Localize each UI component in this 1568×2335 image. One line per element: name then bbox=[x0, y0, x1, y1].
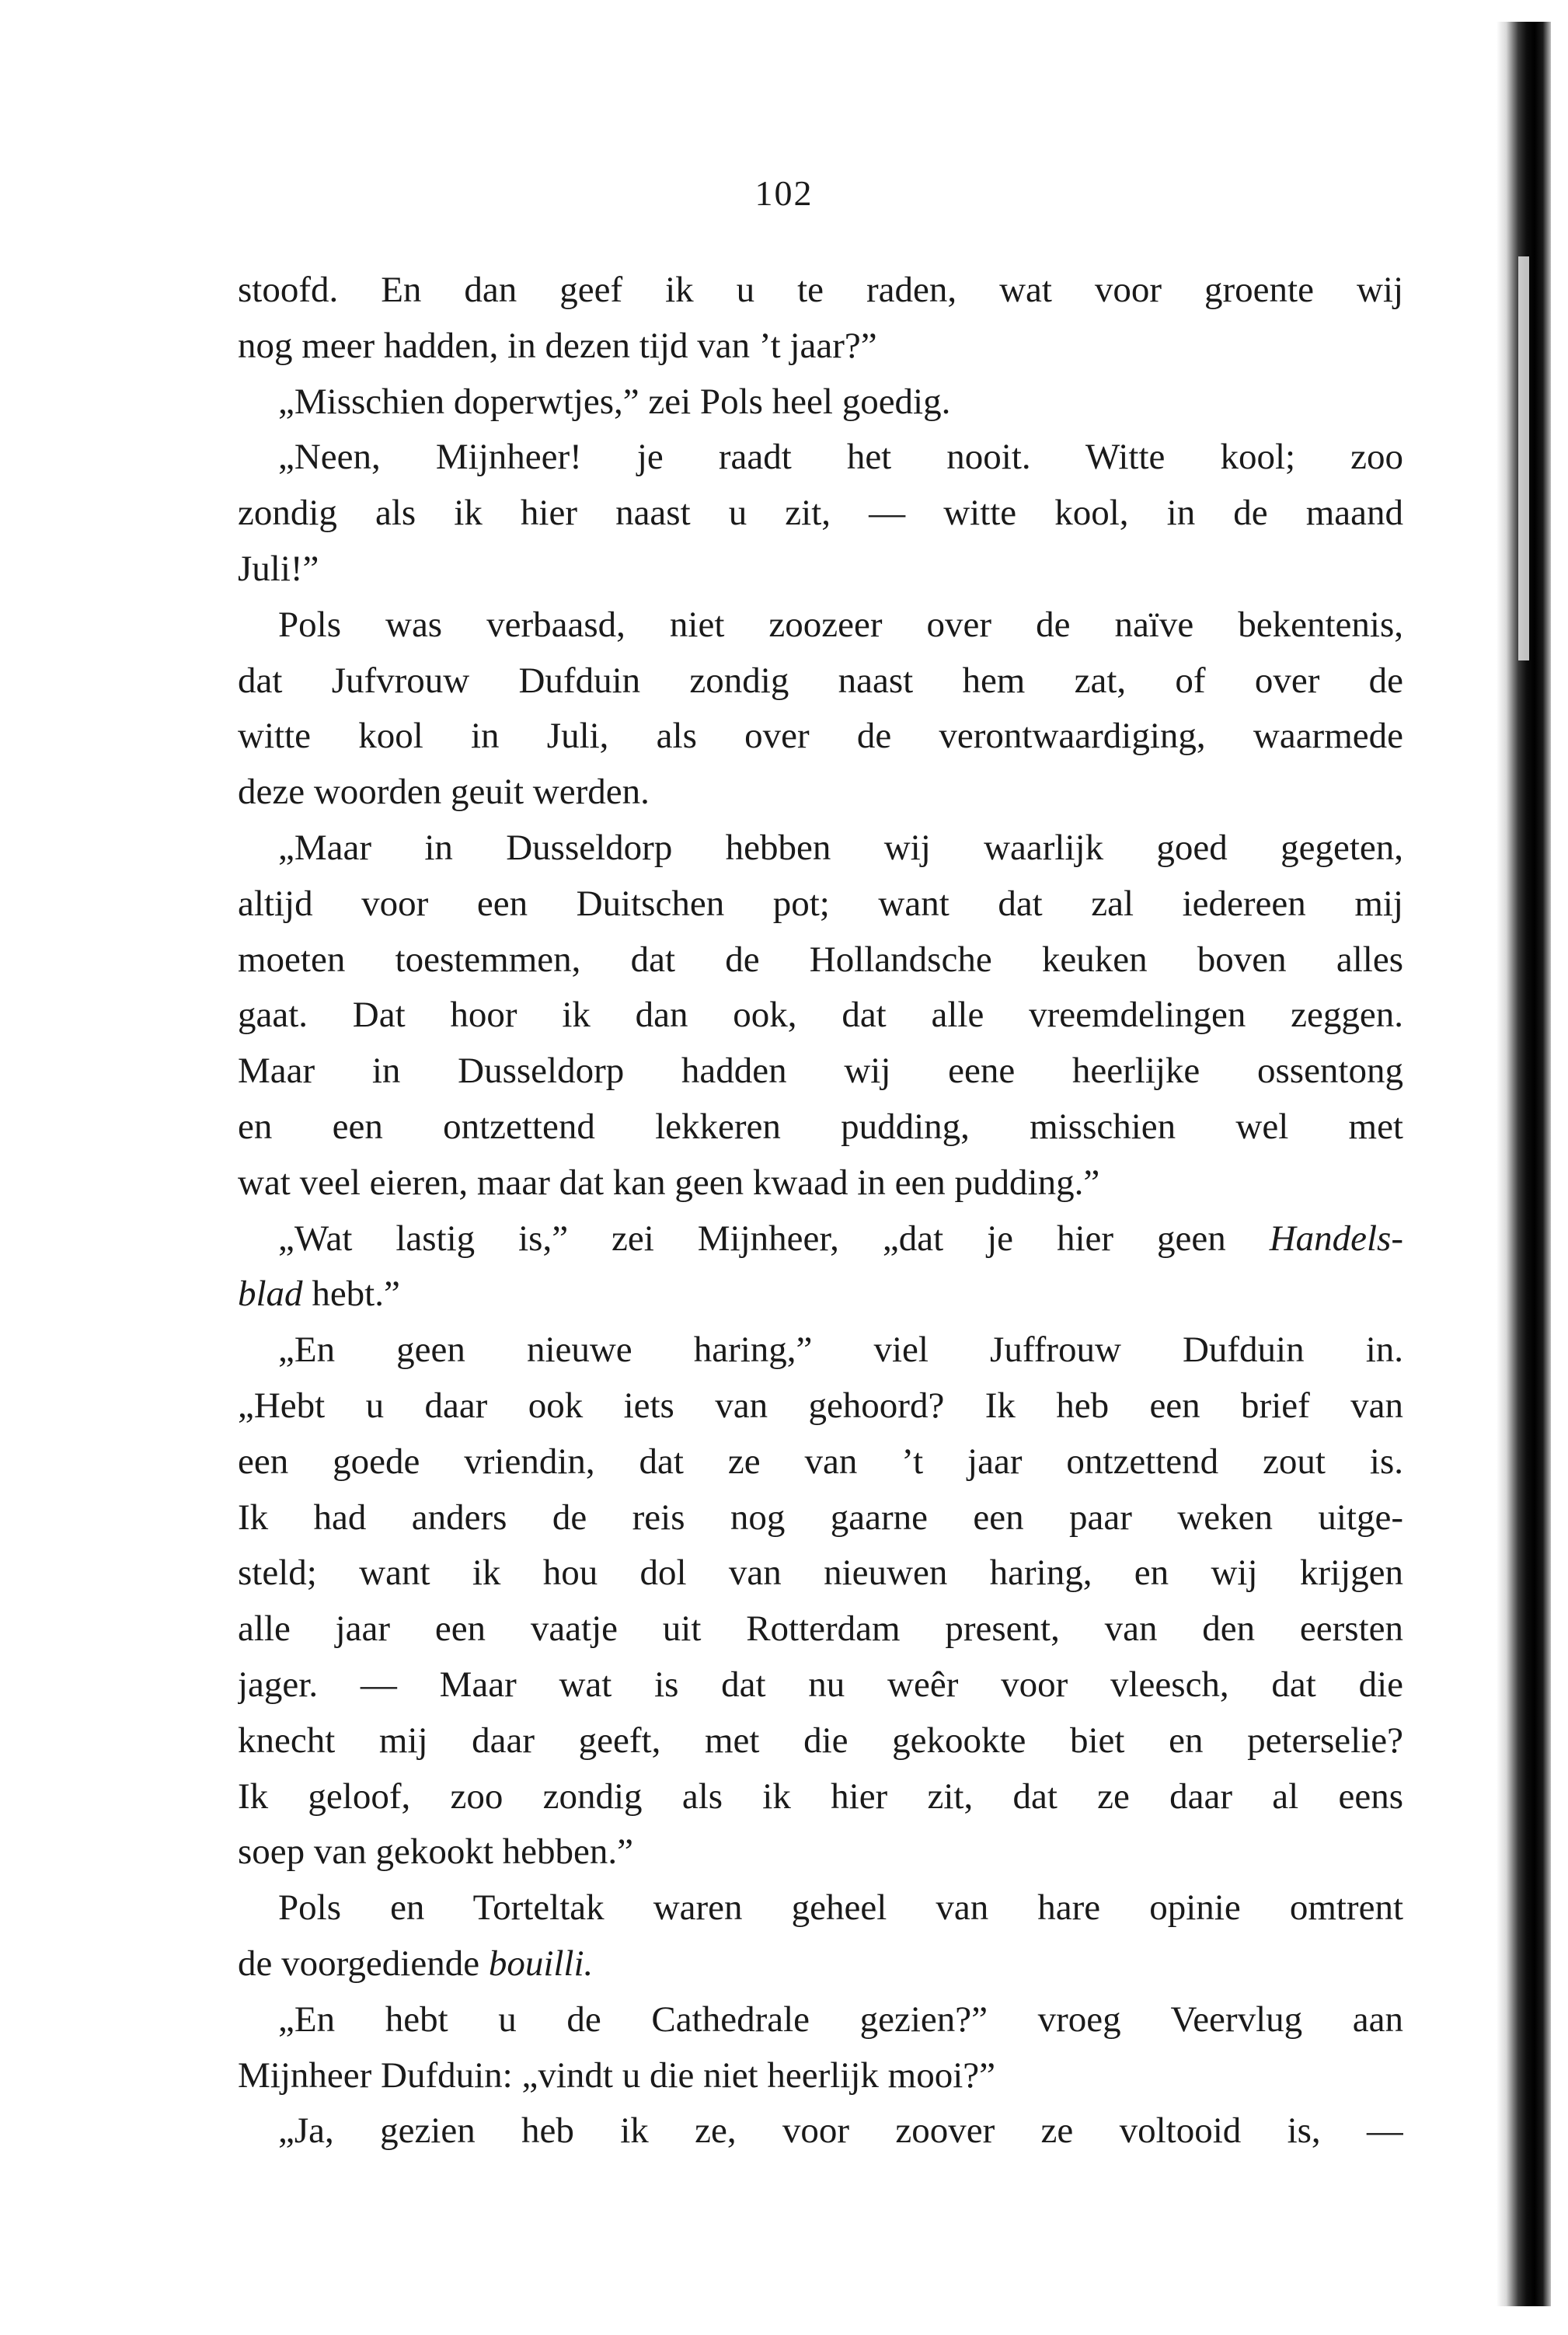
text-line-content: altijd voor een Duitschen pot; want dat zal iedereen mij bbox=[238, 883, 1403, 924]
text-line bbox=[238, 2048, 1403, 2104]
text-line bbox=[238, 1936, 1403, 1992]
body-text bbox=[238, 263, 1403, 2159]
text-line bbox=[238, 598, 1403, 653]
page-number: 102 bbox=[754, 173, 814, 213]
italic-text: blad bbox=[238, 1274, 303, 1315]
text-line bbox=[238, 486, 1403, 542]
text-line bbox=[238, 1713, 1403, 1769]
text-line bbox=[238, 1323, 1403, 1378]
text-line-content: deze woorden geuit werden. bbox=[238, 772, 650, 813]
text-line-content: Ik had anders de reis nog gaarne een paar weken uitge- bbox=[238, 1497, 1403, 1538]
text-line bbox=[238, 1824, 1403, 1880]
text-line-content: „Ja, gezien heb ik ze, voor zoover ze voltooid is, — bbox=[278, 2110, 1403, 2152]
text-line bbox=[238, 1657, 1403, 1713]
text-line-tail: hebt.” bbox=[302, 1274, 400, 1315]
text-line-content: Pols was verbaasd, niet zoozeer over de naïve bekentenis, bbox=[278, 604, 1403, 645]
text-line bbox=[238, 653, 1403, 709]
text-line bbox=[238, 2103, 1403, 2159]
text-line-content: „Maar in Dusseldorp hebben wij waarlijk goed gegeten, bbox=[278, 827, 1403, 868]
text-line-content: de voorgediende bbox=[238, 1943, 489, 1984]
text-line bbox=[238, 263, 1403, 319]
text-line bbox=[238, 765, 1403, 821]
text-line-content: stoofd. En dan geef ik u te raden, wat voor groente wij bbox=[238, 270, 1403, 310]
text-line bbox=[238, 1434, 1403, 1490]
text-line-content: Juli!” bbox=[238, 548, 319, 589]
text-line bbox=[238, 1769, 1403, 1825]
text-line bbox=[238, 932, 1403, 988]
text-line bbox=[238, 709, 1403, 765]
text-line-content: moeten toestemmen, dat de Hollandsche keuken boven alles bbox=[238, 939, 1403, 980]
text-line-content: „Wat lastig is,” zei Mijnheer, „dat je hier geen bbox=[278, 1218, 1270, 1259]
text-line-content: „Misschien doperwtjes,” zei Pols heel goedig. bbox=[278, 381, 951, 422]
text-line-content: soep van gekookt hebben.” bbox=[238, 1831, 634, 1873]
text-line bbox=[238, 821, 1403, 876]
text-line bbox=[238, 1044, 1403, 1100]
text-line-content: dat Jufvrouw Dufduin zondig naast hem zat, of over de bbox=[238, 660, 1403, 701]
text-line-content: gaat. Dat hoor ik dan ook, dat alle vreemdelingen zeggen. bbox=[238, 995, 1403, 1036]
text-line bbox=[238, 1211, 1403, 1267]
text-line-content: nog meer hadden, in dezen tijd van ’t jaar?” bbox=[238, 325, 877, 366]
text-line bbox=[238, 988, 1403, 1044]
text-line-content: Mijnheer Dufduin: „vindt u die niet heerlijk mooi?” bbox=[238, 2054, 995, 2096]
page-edge-highlight bbox=[1518, 256, 1529, 660]
text-line bbox=[238, 375, 1403, 430]
text-line-content: „En geen nieuwe haring,” viel Juffrouw Dufduin in. bbox=[278, 1330, 1403, 1371]
text-line bbox=[238, 876, 1403, 932]
text-line bbox=[238, 1992, 1403, 2048]
text-line-content: wat veel eieren, maar dat kan geen kwaad in een pudding.” bbox=[238, 1162, 1100, 1203]
text-line bbox=[238, 430, 1403, 486]
text-line-content: en een ontzettend lekkeren pudding, misschien wel met bbox=[238, 1106, 1403, 1147]
text-line-content: een goede vriendin, dat ze van ’t jaar ontzettend zout is. bbox=[238, 1441, 1403, 1482]
text-line bbox=[238, 319, 1403, 375]
text-line-content: witte kool in Juli, als over de verontwaardiging, waarmede bbox=[238, 716, 1403, 757]
text-line bbox=[238, 1100, 1403, 1155]
text-line bbox=[238, 1601, 1403, 1657]
text-line bbox=[238, 1490, 1403, 1546]
text-line bbox=[238, 1267, 1403, 1323]
text-line-content: „Neen, Mijnheer! je raadt het nooit. Witte kool; zoo bbox=[278, 437, 1403, 478]
text-line-content: alle jaar een vaatje uit Rotterdam present, van den eersten bbox=[238, 1608, 1403, 1650]
text-line-content: „En hebt u de Cathedrale gezien?” vroeg Veervlug aan bbox=[278, 1999, 1403, 2040]
text-line bbox=[238, 1378, 1403, 1434]
text-line-content: steld; want ik hou dol van nieuwen haring, en wij krijgen bbox=[238, 1553, 1403, 1594]
text-line-content: Pols en Torteltak waren geheel van hare opinie omtrent bbox=[278, 1887, 1403, 1929]
text-line-content: zondig als ik hier naast u zit, — witte kool, in de maand bbox=[238, 493, 1403, 534]
text-line bbox=[238, 1546, 1403, 1601]
text-line-content: Ik geloof, zoo zondig als ik hier zit, dat ze daar al eens bbox=[238, 1776, 1403, 1817]
text-line-content: knecht mij daar geeft, met die gekookte biet en peterselie? bbox=[238, 1720, 1403, 1761]
text-line bbox=[238, 542, 1403, 598]
italic-text: Handels- bbox=[1269, 1218, 1403, 1259]
italic-text: bouilli. bbox=[488, 1943, 594, 1984]
text-line-content: jager. — Maar wat is dat nu weêr voor vleesch, dat die bbox=[238, 1664, 1403, 1705]
text-line-content: Maar in Dusseldorp hadden wij eene heerlijke ossentong bbox=[238, 1051, 1403, 1092]
text-line bbox=[238, 1155, 1403, 1211]
text-line-content: „Hebt u daar ook iets van gehoord? Ik heb een brief van bbox=[238, 1385, 1403, 1426]
text-line bbox=[238, 1880, 1403, 1936]
